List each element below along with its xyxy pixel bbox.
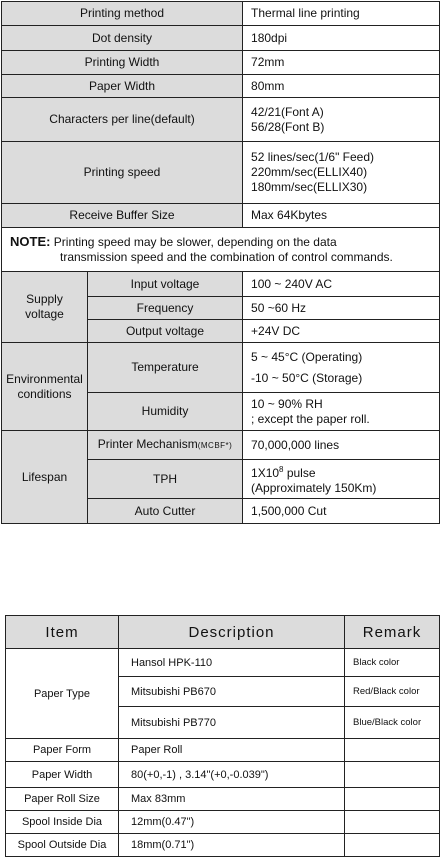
- spec-row-paper-width: [2, 75, 440, 98]
- spec-label: Printing method: [2, 2, 243, 26]
- note-text: [2, 228, 440, 272]
- spec-row-temperature: [2, 343, 440, 393]
- spec-label: Dot density: [2, 26, 243, 51]
- desc-cell: 80(+0,-1) , 3.14"(+0,-0.039"): [119, 762, 345, 788]
- spec-value: 70,000,000 lines: [243, 431, 440, 460]
- remark-cell: [345, 788, 440, 811]
- table-row: [6, 762, 440, 788]
- desc-cell: Mitsubishi PB670: [119, 677, 345, 707]
- spec-value: +24V DC: [243, 320, 440, 343]
- spec-row-receive-buffer: [2, 204, 440, 228]
- group-label: voltage: [25, 307, 64, 321]
- spec-row-note: [2, 228, 440, 272]
- group-lifespan: Lifespan: [2, 431, 88, 524]
- remark-cell: Black color: [345, 649, 440, 677]
- value-line: 42/21(Font A): [251, 104, 324, 119]
- note-title: NOTE:: [10, 234, 51, 249]
- spec-label: [88, 431, 243, 460]
- spec-row-mechanism: [2, 431, 440, 460]
- spec-row-printing-speed: [2, 142, 440, 204]
- remark-cell: [345, 762, 440, 788]
- tph-base: 1X10: [251, 466, 280, 480]
- value-line: -10 ~ 50°C (Storage): [251, 370, 363, 385]
- spec-row-printing-width: [2, 51, 440, 75]
- value-line: (Approximately 150Km): [251, 481, 377, 495]
- header-remark: Remark: [345, 616, 440, 649]
- mechanism-label: Printer Mechanism: [97, 437, 198, 451]
- desc-cell: Mitsubishi PB770: [119, 707, 345, 739]
- item-cell: Spool Inside Dia: [6, 811, 119, 834]
- spec-value: [243, 98, 440, 142]
- tph-exponent: 8: [279, 465, 284, 474]
- spec-label: Paper Width: [2, 75, 243, 98]
- spec-value: 80mm: [243, 75, 440, 98]
- item-paper-type: Paper Type: [6, 649, 119, 739]
- tph-unit: pulse: [283, 466, 316, 480]
- spec-label: Frequency: [88, 297, 243, 320]
- spec-value: [243, 142, 440, 204]
- group-label: Supply: [26, 292, 63, 306]
- spec-value: [243, 343, 440, 393]
- header-description: Description: [119, 616, 345, 649]
- spec-label: Output voltage: [88, 320, 243, 343]
- mcbf-suffix: (MCBF*): [197, 441, 233, 450]
- spec-value: Thermal line printing: [243, 2, 440, 26]
- paper-spec-table: [5, 615, 440, 857]
- item-cell: Paper Width: [6, 762, 119, 788]
- spec-label: Input voltage: [88, 272, 243, 297]
- note-line2: transmission speed and the combination of control commands.: [60, 250, 393, 264]
- desc-cell: Max 83mm: [119, 788, 345, 811]
- desc-cell: Paper Roll: [119, 739, 345, 762]
- spec-row-dot-density: [2, 26, 440, 51]
- spec-value: [243, 393, 440, 431]
- value-line: 56/28(Font B): [251, 119, 325, 134]
- remark-cell: [345, 739, 440, 762]
- remark-cell: [345, 834, 440, 857]
- table-row: [6, 834, 440, 857]
- printer-spec-table: [1, 1, 440, 524]
- value-line: 220mm/sec(ELLIX40): [251, 165, 368, 179]
- spec-value: [243, 460, 440, 499]
- value-line: 5 ~ 45°C (Operating): [251, 349, 363, 364]
- spec-row-input-voltage: [2, 272, 440, 297]
- spec-label: Printing speed: [2, 142, 243, 204]
- item-cell: Paper Form: [6, 739, 119, 762]
- value-line: 52 lines/sec(1/6" Feed): [251, 150, 375, 164]
- group-label: conditions: [17, 386, 72, 401]
- value-line: 10 ~ 90% RH: [251, 396, 323, 411]
- note-line1: Printing speed may be slower, depending on the data: [53, 235, 337, 249]
- value-line: [251, 462, 435, 481]
- value-line: 180mm/sec(ELLIX30): [251, 180, 368, 194]
- remark-cell: Blue/Black color: [345, 707, 440, 739]
- spec-row-printing-method: [2, 2, 440, 26]
- desc-cell: 18mm(0.71"): [119, 834, 345, 857]
- item-cell: Spool Outside Dia: [6, 834, 119, 857]
- table-row: [6, 788, 440, 811]
- spec-value: 50 ~60 Hz: [243, 297, 440, 320]
- spec-label: Humidity: [88, 393, 243, 431]
- spec-label: Receive Buffer Size: [2, 204, 243, 228]
- header-item: Item: [6, 616, 119, 649]
- remark-cell: [345, 811, 440, 834]
- paper-table-header: [6, 616, 440, 649]
- spec-label: Characters per line(default): [2, 98, 243, 142]
- spec-value: 180dpi: [243, 26, 440, 51]
- spec-label: Temperature: [88, 343, 243, 393]
- spec-label: Printing Width: [2, 51, 243, 75]
- group-label: Environmental: [6, 371, 83, 386]
- table-row: [6, 649, 440, 677]
- spec-value: 100 ~ 240V AC: [243, 272, 440, 297]
- spec-value: Max 64Kbytes: [243, 204, 440, 228]
- group-environmental-conditions: [2, 343, 88, 431]
- table-row: [6, 811, 440, 834]
- remark-cell: Red/Black color: [345, 677, 440, 707]
- table-row: [6, 739, 440, 762]
- spec-label: TPH: [88, 460, 243, 499]
- spec-value: 1,500,000 Cut: [243, 499, 440, 524]
- item-cell: Paper Roll Size: [6, 788, 119, 811]
- spec-row-chars-per-line: [2, 98, 440, 142]
- value-line: ; except the paper roll.: [251, 411, 370, 426]
- desc-cell: Hansol HPK-110: [119, 649, 345, 677]
- desc-cell: 12mm(0.47"): [119, 811, 345, 834]
- group-supply-voltage: [2, 272, 88, 343]
- spec-value: 72mm: [243, 51, 440, 75]
- spec-label: Auto Cutter: [88, 499, 243, 524]
